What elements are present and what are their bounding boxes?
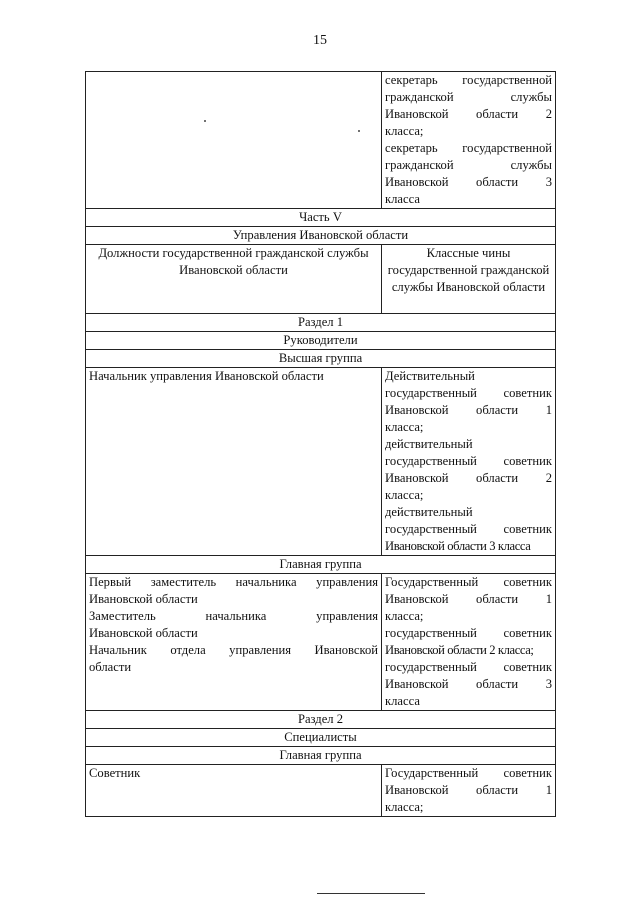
part-title: Часть V <box>86 209 556 227</box>
table-row <box>86 556 556 574</box>
table-row <box>86 350 556 368</box>
table-row <box>86 227 556 245</box>
table-row <box>86 574 556 711</box>
group-title: Высшая группа <box>86 350 556 368</box>
rank-line: класса; <box>385 609 424 623</box>
rank-line: секретарь государственной <box>385 73 552 87</box>
rank-line: класса <box>385 192 420 206</box>
column-header-positions: Должности государственной гражданской службы Ивановской области <box>86 245 382 314</box>
rank-cell <box>382 72 556 209</box>
rank-line: государственный советник <box>385 626 552 640</box>
group-title: Главная группа <box>86 747 556 765</box>
rank-line: Ивановской области 1 <box>385 592 552 606</box>
rank-line: государственный советник <box>385 454 552 468</box>
table-row <box>86 765 556 817</box>
table-header-row <box>86 245 556 314</box>
position-line: Первый заместитель начальника управления <box>89 575 378 589</box>
rank-line: класса; <box>385 420 424 434</box>
page-number: 15 <box>313 33 327 48</box>
rank-line: Государственный советник <box>385 766 552 780</box>
rank-cell <box>382 765 556 817</box>
position-line: Начальник отдела управления Ивановской <box>89 643 378 657</box>
section-title: Раздел 2 <box>86 711 556 729</box>
rank-line: Ивановской области 2 <box>385 107 552 121</box>
rank-line: класса; <box>385 800 424 814</box>
column-header-ranks: Классные чины государственной гражданской службы Ивановской области <box>382 245 556 314</box>
category-title: Руководители <box>86 332 556 350</box>
rank-line: гражданской службы <box>385 90 552 104</box>
position-line: Ивановской области <box>89 592 198 606</box>
position-line: области <box>89 660 132 674</box>
rank-line: действительный <box>385 437 473 451</box>
table-row <box>86 747 556 765</box>
rank-line: секретарь государственной <box>385 141 552 155</box>
rank-line: класса; <box>385 488 424 502</box>
table-row <box>86 314 556 332</box>
empty-cell <box>86 72 382 209</box>
rank-line: государственный советник <box>385 660 552 674</box>
rank-line: гражданской службы <box>385 158 552 172</box>
rank-line: действительный <box>385 505 473 519</box>
rank-line: государственный советник <box>385 522 552 536</box>
rank-line: класса <box>385 694 420 708</box>
rank-line: Ивановской области 3 <box>385 175 552 189</box>
rank-line: Государственный советник <box>385 575 552 589</box>
group-title: Главная группа <box>86 556 556 574</box>
rank-cell <box>382 368 556 556</box>
table-row <box>86 209 556 227</box>
position-cell: Советник <box>86 765 382 817</box>
rank-line: Ивановской области 2 <box>385 471 552 485</box>
category-title: Специалисты <box>86 729 556 747</box>
footer-rule <box>317 893 425 894</box>
table-row <box>86 711 556 729</box>
position-line: Ивановской области <box>89 626 198 640</box>
table-row <box>86 729 556 747</box>
rank-line: Ивановской области 1 <box>385 403 552 417</box>
rank-line: Ивановской области 3 <box>385 677 552 691</box>
part-subtitle: Управления Ивановской области <box>86 227 556 245</box>
scan-speck <box>204 120 206 122</box>
rank-line: Действительный <box>385 369 475 383</box>
table-row <box>86 368 556 556</box>
rank-line: Ивановской области 3 класса <box>385 539 531 553</box>
position-cell: Начальник управления Ивановской области <box>86 368 382 556</box>
scan-speck <box>358 130 360 132</box>
table-row <box>86 332 556 350</box>
rank-line: класса; <box>385 124 424 138</box>
classification-table <box>85 71 556 817</box>
rank-cell <box>382 574 556 711</box>
section-title: Раздел 1 <box>86 314 556 332</box>
position-cell <box>86 574 382 711</box>
table-row <box>86 72 556 209</box>
rank-line: государственный советник <box>385 386 552 400</box>
position-line: Заместитель начальника управления <box>89 609 378 623</box>
rank-line: Ивановской области 1 <box>385 783 552 797</box>
rank-line: Ивановской области 2 класса; <box>385 643 534 657</box>
